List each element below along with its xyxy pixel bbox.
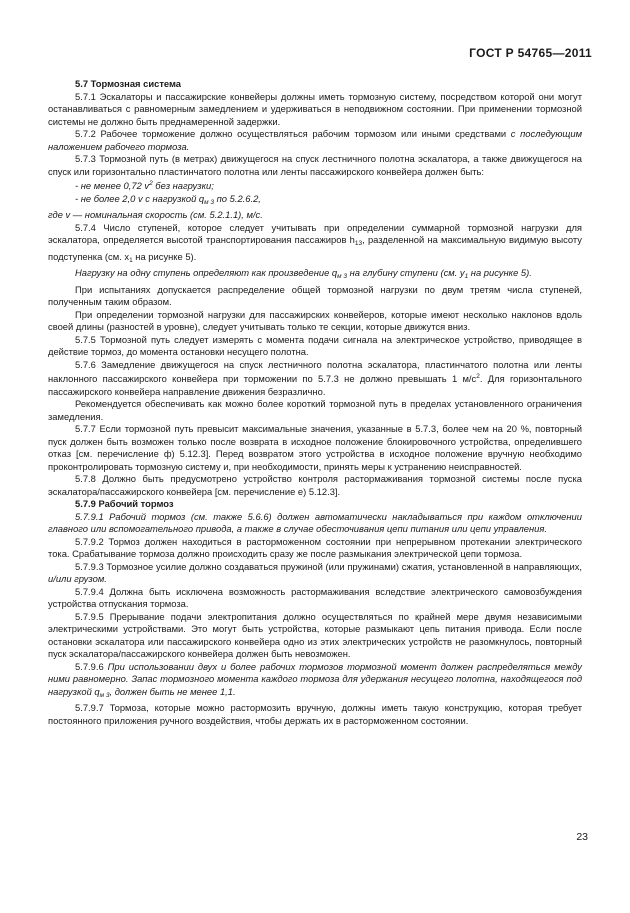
text: на рисунке 5). [132, 250, 197, 262]
superscript: 2 [476, 373, 480, 380]
document-body [48, 78, 582, 727]
paragraph-5-7-4-tests: При испытаниях допускается распределение общей тормозной нагрузки по двум третям числа ступеней, полученным таким образом. [48, 283, 582, 307]
paragraph-5-7-7: 5.7.7 Если тормозной путь превысит максимальные значения, указанные в 5.7.3, более чем на 20 %, повторный пуск должен быть возможен только после возврата в исходное положение блокировочного устройства, определившего отказ [см. перечисление ф) 5.12.3]. Перед возвратом этого устройства в исходное положение вручную необходимо проконтролировать тормозную систему и, при необходимости, принять меры к устранению неисправностей. [48, 423, 582, 472]
text: . Для горизонтального пассажирского конвейера направление движения безразлично. [48, 373, 582, 397]
text: на глубину ступени (см. y [347, 267, 465, 278]
paragraph-5-7-8: 5.7.8 Должно быть предусмотрено устройство контроля растормаживания тормозной системы после пуска эскалатора/пассажирского конвейера [см. перечисление е) 5.12.3]. [48, 473, 582, 497]
text: 5.7.4 Число ступеней, которое следует учитывать при определении суммарной тормозной нагрузки для эскалатора, определяется высотой транспортирования пассажиров h [48, 221, 582, 245]
text: 5.7.9.6 [75, 660, 108, 672]
where-clause: где v — номинальная скорость (см. 5.2.1.1), м/с. [48, 209, 263, 220]
paragraph-5-7-2 [48, 128, 582, 153]
text: 5.7.2 Рабочее торможение должно осуществляться рабочим тормозом или иными средствами [75, 128, 511, 139]
subscript: м 3 [204, 198, 215, 206]
paragraph-5-7-6-recommendation: Рекомендуется обеспечивать как можно более короткий тормозной путь в пределах установленного ограничения замедления. [48, 398, 582, 422]
paragraph-5-7-4-load [48, 267, 582, 284]
text-italic: , должен быть не менее 1,1. [109, 685, 236, 697]
text-italic: с последующим наложением рабочего тормоза. [48, 128, 582, 152]
section-heading-5-7-9: 5.7.9 Рабочий тормоз [75, 498, 174, 509]
list-item-max [48, 193, 582, 210]
paragraph-5-7-3: 5.7.3 Тормозной путь (в метрах) движущегося на спуск лестничного полотна эскалатора, а также движущегося на спуск или горизонтально пластинчатого полотна или ленты пассажирского конвейера должен быть: [48, 153, 582, 177]
subscript: м 3 [99, 691, 110, 699]
paragraph-5-7-4 [48, 222, 582, 268]
subscript: 1 [464, 273, 469, 280]
text: - не менее 0,72 v [75, 180, 150, 191]
page-number: 23 [576, 831, 588, 843]
list-item-min [48, 178, 582, 193]
subscript: 1 [129, 256, 133, 264]
paragraph-5-7-9-3 [48, 561, 582, 586]
text: по 5.2.6.2, [214, 192, 261, 204]
superscript: 2 [149, 180, 153, 187]
paragraph-5-7-9-1: 5.7.9.1 Рабочий тормоз (см. также 5.6.6) должен автоматически накладываться при каждом отключении главного или вспомогательного привода, а также в случае обесточивания цепи питания или цепи управления. [48, 510, 582, 534]
text-italic: и/или грузом. [48, 573, 107, 584]
text: 5.7.9.3 Тормозное усилие должно создаваться пружиной (или пружинами) сжатия, установленной в направляющих, [75, 560, 582, 572]
paragraph-5-7-9-4: 5.7.9.4 Должна быть исключена возможность растормаживания вследствие электрического самовозбуждения устройства отпускания тормоза. [48, 585, 582, 609]
text-italic: При использовании двух и более рабочих тормозов тормозной момент должен распределяться между ними равномерно. Запас тормозного момента каждого тормоза для удержания несущего полотна, находящегося под нагрузкой q [48, 660, 582, 697]
paragraph-5-7-4-conveyors: При определении тормозной нагрузки для пассажирских конвейеров, которые имеют несколько наклонов вдоль своей длины (разностей в уровне), следует учитывать только те секции, которые движутся вниз. [48, 308, 582, 332]
text: без нагрузки; [152, 180, 214, 191]
subscript: 13 [354, 240, 363, 247]
text: - не более 2,0 v с нагрузкой q [75, 192, 205, 204]
paragraph-5-7-5: 5.7.5 Тормозной путь следует измерять с момента подачи сигнала на электрическое устройство, приводящее в действие тормоз, до момента остановки несущего полотна. [48, 333, 582, 357]
subscript: м 3 [337, 273, 347, 280]
text: Нагрузку на одну ступень определяют как произведение q [75, 267, 338, 278]
section-heading-5-7: 5.7 Тормозная система [75, 78, 182, 89]
paragraph-5-7-1: 5.7.1 Эскалаторы и пассажирские конвейеры должны иметь тормозную систему, посредством которой они могут останавливаться с равномерным замедлением и удерживаться в неподвижном состоянии. При применении тормозной системы не должно быть преднамеренной задержки. [48, 90, 582, 127]
paragraph-5-7-6 [48, 359, 582, 399]
text: 5.7.6 Замедление движущегося на спуск лестничного полотна эскалатора, пластинчатого полотна или ленты наклонного пассажирского конвейера при торможении по 5.7.3 не должно превышать 1 м/с [48, 358, 582, 384]
standard-number: ГОСТ Р 54765—2011 [469, 46, 592, 60]
paragraph-5-7-9-7: 5.7.9.7 Тормоза, которые можно растормозить вручную, должны иметь такую конструкцию, которая требует постоянного приложения ручного воздействия, чтобы держать их в расторможенном состоянии. [48, 702, 582, 726]
paragraph-5-7-9-2: 5.7.9.2 Тормоз должен находиться в расторможенном состоянии при непрерывном протекании электрического тока. Срабатывание тормоза должно происходить сразу же после размыкания электрической цепи тормоза. [48, 535, 582, 559]
text: на рисунке 5). [468, 267, 532, 278]
text: , разделенной на максимальную видимую высоту подступенка (см. x [48, 234, 582, 262]
paragraph-5-7-9-6 [48, 661, 582, 703]
paragraph-5-7-9-5: 5.7.9.5 Прерывание подачи электропитания должно осуществляться по крайней мере двумя независимыми электрическими устройствами. Это могут быть устройства, которые размыкают цепь питания привода. Если после остановки эскалатора или пассажирского конвейера одно из этих электрических устройств не разомкнулось, повторный пуск эскалатора/пассажирского конвейера должен быть невозможен. [48, 610, 582, 659]
